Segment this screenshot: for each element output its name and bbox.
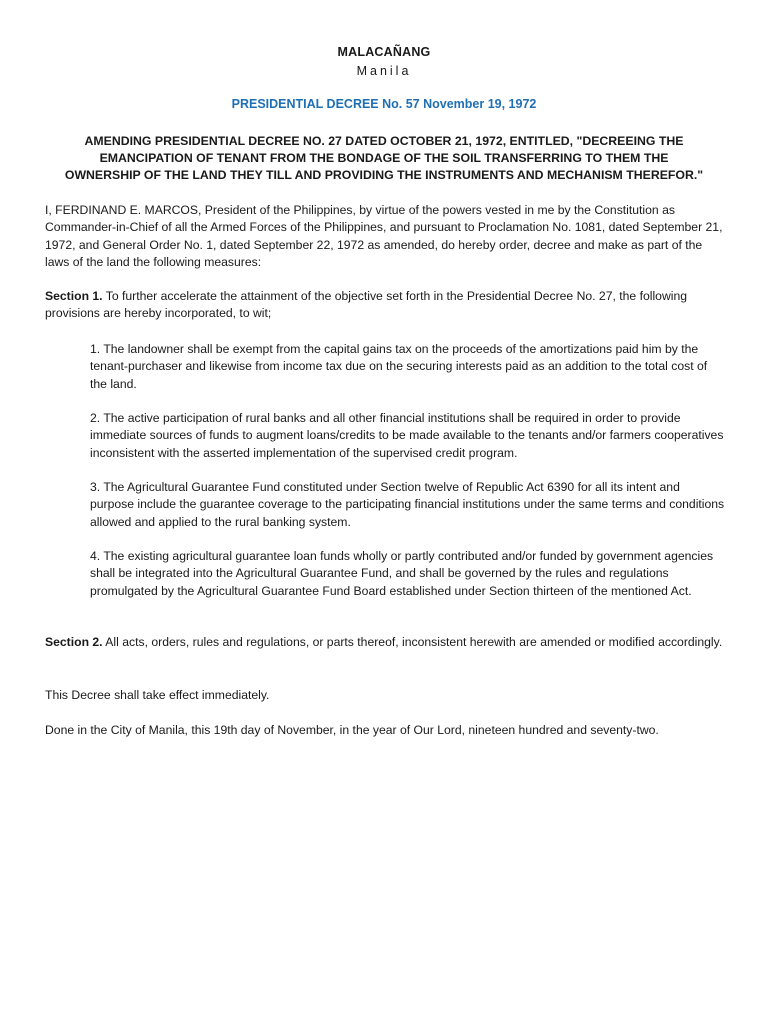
provision-item-2: 2. The active participation of rural banks and all other financial institutions shall be required in order to provide immediate sources of funds to augment loans/credits to be made available to the tenants and/or farmers cooperatives inconsistent with the asserted implementation of the supervised credit program. bbox=[90, 411, 724, 460]
section-2-paragraph bbox=[45, 634, 725, 651]
decree-title: AMENDING PRESIDENTIAL DECREE NO. 27 DATED OCTOBER 21, 1972, ENTITLED, "DECREEING THE EMANCIPATION OF TENANT FROM THE BONDAGE OF THE SOIL TRANSFERRING TO THEM THE OWNERSHIP OF THE LAND THEY TILL AND PROVIDING THE INSTRUMENTS AND MECHANISM THEREFOR." bbox=[64, 134, 704, 182]
done-paragraph: Done in the City of Manila, this 19th day of November, in the year of Our Lord, nineteen hundred and seventy-two. bbox=[45, 723, 659, 737]
provision-item-4: 4. The existing agricultural guarantee loan funds wholly or partly contributed and/or funded by government agencies shall be integrated into the Agricultural Guarantee Fund, and shall be governed by the rules and regulations promulgated by the Agricultural Guarantee Fund Board established under Section thirteen of the mentioned Act. bbox=[90, 549, 714, 598]
header-subtitle: Manila bbox=[356, 64, 412, 78]
decree-heading: PRESIDENTIAL DECREE No. 57 November 19, 1972 bbox=[231, 97, 537, 111]
section-2-text: All acts, orders, rules and regulations, or parts thereof, inconsistent herewith are amended or modified accordingly. bbox=[105, 635, 723, 649]
section-2-label: Section 2. bbox=[45, 635, 103, 649]
provision-item-3: 3. The Agricultural Guarantee Fund constituted under Section twelve of Republic Act 6390 for all its intent and purpose include the guarantee coverage to the participating financial institutions under the same terms and conditions allowed and applied to the rural banking system. bbox=[90, 480, 725, 529]
preamble-paragraph: I, FERDINAND E. MARCOS, President of the Philippines, by virtue of the powers vested in me by the Constitution as Commander-in-Chief of all the Armed Forces of the Philippines, and pursuant to Proclamation No. 1081, dated September 21, 1972, and General Order No. 1, dated September 22, 1972 as amended, do hereby order, decree and make as part of the laws of the land the following measures: bbox=[45, 203, 723, 269]
effectivity-paragraph: This Decree shall take effect immediately. bbox=[45, 688, 270, 702]
section-1-paragraph bbox=[45, 288, 725, 323]
provision-item-1: 1. The landowner shall be exempt from the capital gains tax on the proceeds of the amortizations paid him by the tenant-purchaser and likewise from income tax due on the securing interests paid as an addition to the total cost of the land. bbox=[90, 342, 708, 391]
section-1-label: Section 1. bbox=[45, 289, 103, 303]
header-title: MALACAÑANG bbox=[337, 45, 431, 59]
section-1-text: To further accelerate the attainment of the objective set forth in the Presidential Decree No. 27, the following provisions are hereby incorporated, to wit; bbox=[45, 289, 688, 321]
